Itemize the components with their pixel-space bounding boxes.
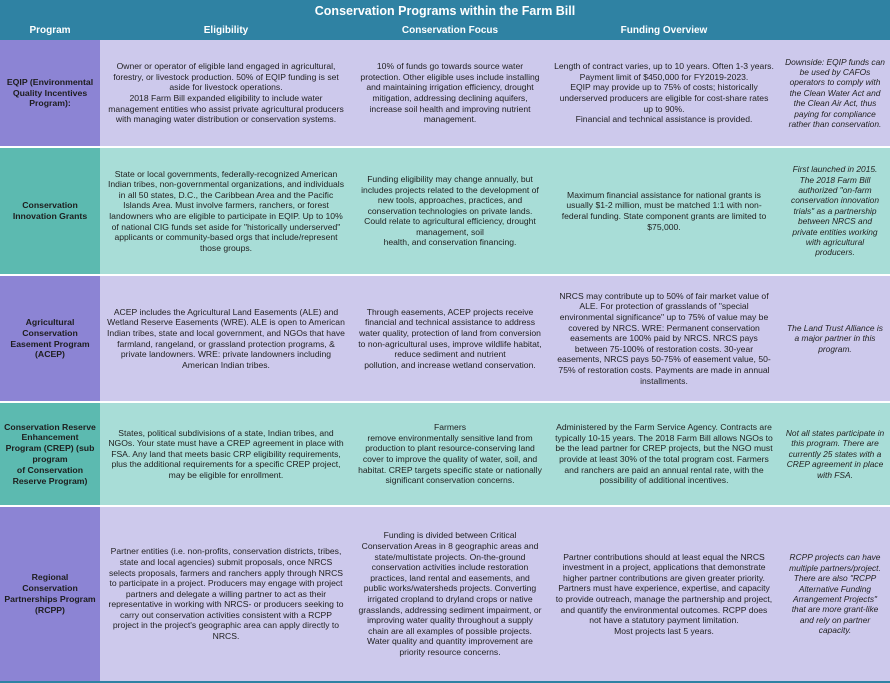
program-name: Conservation Reserve Enhancement Program (CREP) (sub program of Conservation Reserve Program) — [0, 403, 100, 505]
header-conservation-focus: Conservation Focus — [401, 25, 499, 36]
eligibility-cell: Owner or operator of eligible land engaged in agricultural, forestry, or livestock production. 50% of EQIP funding is set aside for livestock operations. 2018 Farm Bill expanded eligibility to include water management entities who assist private agricultural producers with managing water distribution or conservation systems. — [108, 61, 344, 125]
table-row-cig — [0, 148, 890, 276]
funding-overview-cell: Partner contributions should at least equal the NRCS investment in a project, applications that demonstrate higher partner contributions are given greater priority. Partners must have experience, expertise, and capacity to provide outreach, manage the partnership and project, and quantify the environmental outcomes. RCPP does not have a statutory payment limitation. Most projects last 5 years. — [555, 551, 773, 636]
eligibility-cell: States, political subdivisions of a state, Indian tribes, and NGOs. Your state must have a CREP agreement in place with FSA. Any land that meets basic CRP eligibility requirements, plus the additional requirements for a specific CREP project, may be eligible for enrollment. — [108, 427, 344, 480]
header-program: Program — [29, 25, 71, 36]
conservation-focus-cell: Farmers remove environmentally sensitive land from production to plant resource-conserving land cover to improve the quality of water, soil, and habitat. CREP targets specific state or nationally significant conservation concerns. — [358, 422, 542, 486]
table-title: Conservation Programs within the Farm Bill — [0, 0, 890, 22]
conservation-focus-cell: Funding eligibility may change annually, but includes projects related to the development of new tools, approaches, practices, and conservation technologies on private lands. Could relate to agricultural efficiency, drought management, soil health, and conservation financing. — [361, 173, 539, 248]
note-cell: First launched in 2015. The 2018 Farm Bill authorized "on-farm conservation innovation trials" as a partnership between NRCS and private entities working with agricultural producers. — [791, 164, 879, 258]
conservation-focus-cell: Funding is divided between Critical Conservation Areas in 8 geographic areas and state/multistate projects. On-the-ground conservation activities include restoration practices, land rental and easements, and public works/watersheds projects. Converting irrigated cropland to dryland crops or native grasslands, addressing sediment impairment, or improving water quality throughout a supply chain are all examples of possible projects. Water quality and quantity improvement are priority resource concerns. — [358, 530, 542, 657]
note-cell: Not all states participate in this program. There are currently 25 states with a CREP agreement in place with FSA. — [785, 427, 885, 480]
note-cell: Downside: EQIP funds can be used by CAFOs operators to comply with the Clean Water Act and the Clean Air Act, thus paying for compliance rather than conservation. — [785, 56, 885, 130]
table-body — [0, 40, 890, 681]
conservation-focus-cell: Through easements, ACEP projects receive financial and technical assistance to address water quality, protection of land from conversion to non-agricultural uses, improve wildlife habitat, reduce sediment and nutrient pollution, and increase wetland conservation. — [358, 306, 542, 370]
program-name: EQIP (Environmental Quality Incentives Program): — [0, 40, 100, 146]
note-cell: The Land Trust Alliance is a major partner in this program. — [787, 322, 883, 354]
program-name: Agricultural Conservation Easement Program (ACEP) — [0, 276, 100, 401]
funding-overview-cell: Length of contract varies, up to 10 years. Often 1-3 years. Payment limit of $450,000 for FY2019-2023. EQIP may provide up to 75% of costs; historically underserved producers are eligible for cost-share rates up to 90%. Financial and technical assistance is provided. — [554, 61, 774, 125]
header-eligibility: Eligibility — [203, 25, 249, 36]
conservation-focus-cell: 10% of funds go towards source water protection. Other eligible uses include installing and maintaining irrigation efficiency, drought mitigation, addressing declining aquifers, increase soil health and improving nutrient management. — [360, 61, 540, 125]
program-name: Conservation Innovation Grants — [0, 148, 100, 274]
funding-overview-cell: Maximum financial assistance for national grants is usually $1-2 million, must be matched 1:1 with non-federal funding. State component grants are limited to $75,000. — [561, 189, 767, 232]
table-row-rcpp — [0, 507, 890, 681]
header-notes — [780, 22, 890, 40]
funding-overview-cell: Administered by the Farm Service Agency. Contracts are typically 10-15 years. The 2018 Farm Bill allows NGOs to be the lead partner for CREP projects, but the NGO must provide at least 30% of the total program cost. Farmers and ranchers are paid an annual rental rate, with the possibility of additional incentives. — [555, 422, 773, 486]
program-name: Regional Conservation Partnerships Program (RCPP) — [0, 507, 100, 681]
column-header-row — [0, 22, 890, 40]
eligibility-cell: State or local governments, federally-recognized American Indian tribes, non-governmental organizations, and individuals in all 50 states, D.C., the Caribbean Area and the Pacific Islands Area. Must involve farmers, ranchers, or forest landowners who are eligible to participate in EQIP. Up to 10% of national CIG funds set aside for "historically underserved" applicants or community-based orgs that include/represent those groups. — [108, 168, 344, 253]
funding-overview-cell: NRCS may contribute up to 50% of fair market value of ALE. For protection of grasslands of "special environmental significance" up to 75% of value may be covered by NRCS. WRE: Permanent conservation easements are 100% paid by NRCS. NRCS pays between 75-100% of restoration costs. 30-year easements, NRCS pays 50-75% of easement value, 50-75% of restoration costs. Payments are made in annual installments. — [557, 290, 771, 386]
table-row-acep — [0, 276, 890, 403]
note-cell: RCPP projects can have multiple partners/project. There are also "RCPP Alternative Funding Arrangement Projects" that are more grant-like and rely on partner capacity. — [789, 552, 881, 636]
eligibility-cell: ACEP includes the Agricultural Land Easements (ALE) and Wetland Reserve Easements (WRE). ALE is open to American Indian tribes, state and local government, and NGOs that have farmland, rangeland, or grassland protection programs, & private landowners. WRE: private landowners including American Indian tribes. — [107, 306, 345, 370]
header-funding-overview: Funding Overview — [620, 25, 708, 36]
table-row-eqip — [0, 40, 890, 148]
eligibility-cell: Partner entities (i.e. non-profits, conservation districts, tribes, state and local agencies) submit proposals, once NRCS selects proposals, farmers and ranchers apply through NRCS to participate in a project. Producers may engage with project partners and delegate a willing partner to act as their representative in working with NRCS- or producers seeking to carry out conservation activities consistent with a RCPP project in the project's geographic area can apply directly to NRCS. — [108, 546, 344, 642]
table-row-crep — [0, 403, 890, 507]
